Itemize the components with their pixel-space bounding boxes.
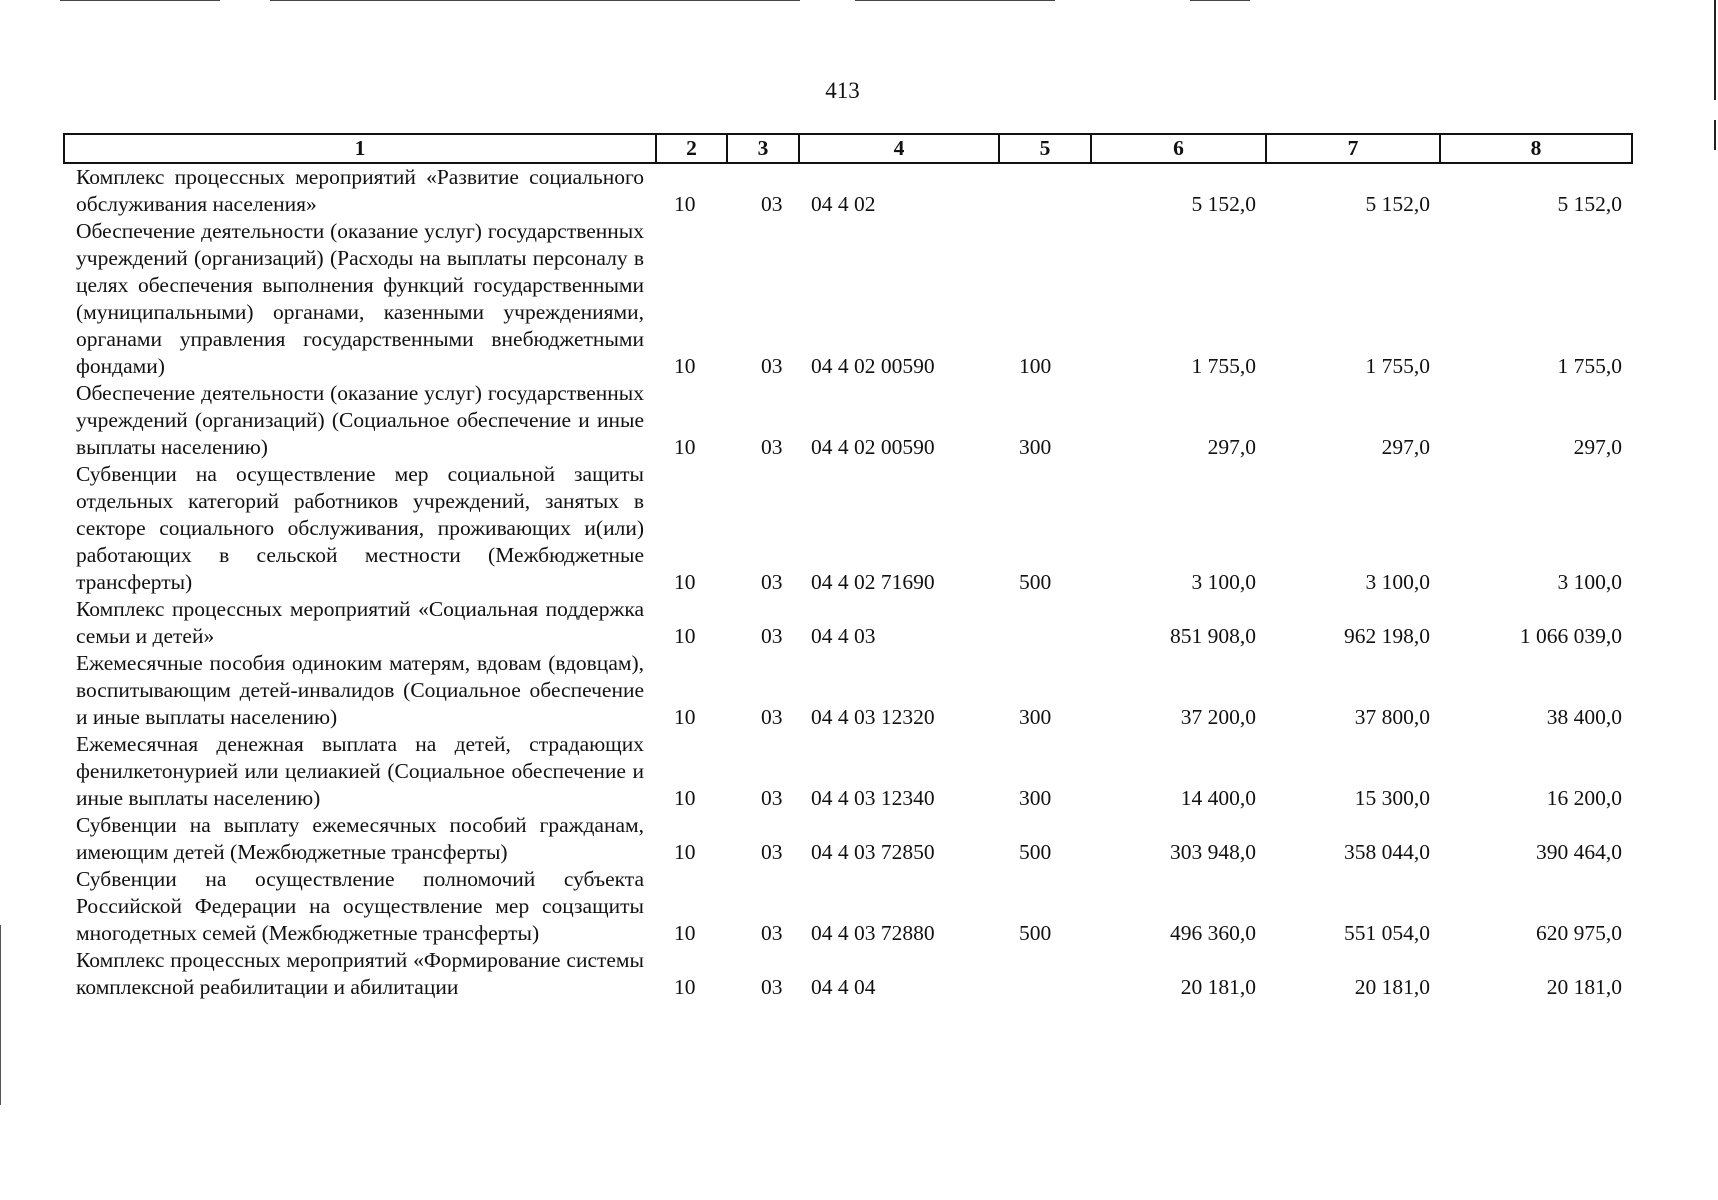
- row-csr: 04 4 02 71690: [811, 570, 935, 594]
- column-header-5: 5: [999, 134, 1091, 163]
- row-year1: 20 181,0: [1180, 975, 1256, 999]
- row-csr: 04 4 02: [811, 192, 876, 216]
- table-row: [64, 812, 1632, 866]
- row-name: Субвенции на выплату ежемесячных пособий гражданам, имеющим детей (Межбюджетные трансферты): [76, 813, 644, 864]
- scan-artifact-top-line-3: [855, 0, 1055, 1]
- row-year1: 303 948,0: [1170, 840, 1256, 864]
- column-header-1: 1: [64, 134, 656, 163]
- row-csr: 04 4 03 12320: [811, 705, 935, 729]
- row-podrazdel: 03: [761, 192, 783, 216]
- row-razdel: 10: [674, 435, 696, 459]
- column-header-4: 4: [799, 134, 999, 163]
- row-year3: 3 100,0: [1557, 570, 1622, 594]
- row-year3: 1 066 039,0: [1519, 624, 1622, 648]
- row-razdel: 10: [674, 624, 696, 648]
- row-year1: 3 100,0: [1191, 570, 1256, 594]
- table-row: [64, 461, 1632, 596]
- row-podrazdel: 03: [761, 786, 783, 810]
- row-vr: 100: [1019, 354, 1052, 378]
- row-year2: 358 044,0: [1344, 840, 1430, 864]
- row-vr: [999, 947, 1091, 1001]
- table-row: [64, 380, 1632, 461]
- scan-artifact-top-line-4: [1190, 0, 1250, 1]
- table-row: [64, 218, 1632, 380]
- row-csr: 04 4 02 00590: [811, 435, 935, 459]
- row-podrazdel: 03: [761, 354, 783, 378]
- row-year2: 1 755,0: [1365, 354, 1430, 378]
- scan-artifact-right-edge: [1714, 0, 1716, 100]
- row-podrazdel: 03: [761, 921, 783, 945]
- row-year1: 5 152,0: [1191, 192, 1256, 216]
- row-name: Субвенции на осуществление мер социальной защиты отдельных категорий работников учреждений, занятых в секторе социального обслуживания, проживающих и(или) работающих в сельской местности (Межбюджетные трансферты): [76, 462, 644, 594]
- table-row: [64, 731, 1632, 812]
- row-podrazdel: 03: [761, 570, 783, 594]
- table-row: [64, 650, 1632, 731]
- row-year2: 20 181,0: [1354, 975, 1430, 999]
- column-header-3: 3: [727, 134, 799, 163]
- column-header-2: 2: [656, 134, 727, 163]
- row-year1: 297,0: [1207, 435, 1256, 459]
- scan-artifact-top-line-2: [270, 0, 800, 1]
- column-header-8: 8: [1440, 134, 1632, 163]
- table-row: [64, 596, 1632, 650]
- scan-artifact-right-edge-2: [1714, 120, 1716, 150]
- row-csr: 04 4 02 00590: [811, 354, 935, 378]
- row-vr: 300: [1019, 786, 1052, 810]
- budget-table: [63, 133, 1633, 1001]
- row-razdel: 10: [674, 570, 696, 594]
- row-year3: 297,0: [1573, 435, 1622, 459]
- row-podrazdel: 03: [761, 624, 783, 648]
- row-year3: 16 200,0: [1546, 786, 1622, 810]
- row-razdel: 10: [674, 705, 696, 729]
- row-vr: 500: [1019, 921, 1052, 945]
- row-vr: 500: [1019, 840, 1052, 864]
- row-name: Ежемесячная денежная выплата на детей, страдающих фенилкетонурией или целиакией (Социальное обеспечение и иные выплаты населению): [76, 732, 644, 810]
- row-name: Комплекс процессных мероприятий «Формирование системы комплексной реабилитации и абилитации: [76, 948, 644, 999]
- row-vr: 300: [1019, 705, 1052, 729]
- row-year1: 1 755,0: [1191, 354, 1256, 378]
- row-razdel: 10: [674, 354, 696, 378]
- scan-artifact-top-line-1: [60, 0, 220, 1]
- scan-artifact-left-edge: [0, 925, 1, 1105]
- row-csr: 04 4 03 12340: [811, 786, 935, 810]
- row-csr: 04 4 03: [811, 624, 876, 648]
- row-name: Обеспечение деятельности (оказание услуг) государственных учреждений (организаций) (Социальное обеспечение и иные выплаты населению): [76, 381, 644, 459]
- row-name: Комплекс процессных мероприятий «Социальная поддержка семьи и детей»: [76, 597, 644, 648]
- row-year3: 5 152,0: [1557, 192, 1622, 216]
- row-csr: 04 4 04: [811, 975, 876, 999]
- row-vr: 500: [1019, 570, 1052, 594]
- row-year2: 15 300,0: [1354, 786, 1430, 810]
- row-razdel: 10: [674, 840, 696, 864]
- row-year2: 297,0: [1381, 435, 1430, 459]
- row-vr: [999, 596, 1091, 650]
- row-csr: 04 4 03 72880: [811, 921, 935, 945]
- column-header-6: 6: [1091, 134, 1266, 163]
- row-name: Обеспечение деятельности (оказание услуг) государственных учреждений (организаций) (Расходы на выплаты персоналу в целях обеспечения выполнения функций государственными (муниципальными) органами, казенными учреждениями, органами управления государственными внебюджетными фондами): [76, 219, 644, 378]
- row-name: Ежемесячные пособия одиноким матерям, вдовам (вдовцам), воспитывающим детей-инвалидов (Социальное обеспечение и иные выплаты населению): [76, 651, 644, 729]
- row-podrazdel: 03: [761, 705, 783, 729]
- header-row: [64, 134, 1632, 163]
- row-podrazdel: 03: [761, 840, 783, 864]
- row-year1: 496 360,0: [1170, 921, 1256, 945]
- row-year2: 551 054,0: [1344, 921, 1430, 945]
- row-name: Комплекс процессных мероприятий «Развитие социального обслуживания населения»: [76, 165, 644, 216]
- row-year3: 620 975,0: [1536, 921, 1622, 945]
- row-year2: 5 152,0: [1365, 192, 1430, 216]
- row-vr: [999, 163, 1091, 218]
- table-row: [64, 866, 1632, 947]
- row-podrazdel: 03: [761, 435, 783, 459]
- row-razdel: 10: [674, 921, 696, 945]
- row-year1: 851 908,0: [1170, 624, 1256, 648]
- row-razdel: 10: [674, 786, 696, 810]
- row-year1: 14 400,0: [1180, 786, 1256, 810]
- row-razdel: 10: [674, 975, 696, 999]
- row-csr: 04 4 03 72850: [811, 840, 935, 864]
- row-year2: 3 100,0: [1365, 570, 1430, 594]
- row-year2: 962 198,0: [1344, 624, 1430, 648]
- row-razdel: 10: [674, 192, 696, 216]
- row-year3: 390 464,0: [1536, 840, 1622, 864]
- row-year3: 38 400,0: [1546, 705, 1622, 729]
- row-year3: 1 755,0: [1557, 354, 1622, 378]
- page-number: 413: [825, 78, 860, 103]
- row-podrazdel: 03: [761, 975, 783, 999]
- row-vr: 300: [1019, 435, 1052, 459]
- row-year3: 20 181,0: [1546, 975, 1622, 999]
- table-row: [64, 163, 1632, 218]
- row-name: Субвенции на осуществление полномочий субъекта Российской Федерации на осуществление мер соцзащиты многодетных семей (Межбюджетные трансферты): [76, 867, 644, 945]
- row-year1: 37 200,0: [1180, 705, 1256, 729]
- table-row: [64, 947, 1632, 1001]
- column-header-7: 7: [1266, 134, 1440, 163]
- row-year2: 37 800,0: [1354, 705, 1430, 729]
